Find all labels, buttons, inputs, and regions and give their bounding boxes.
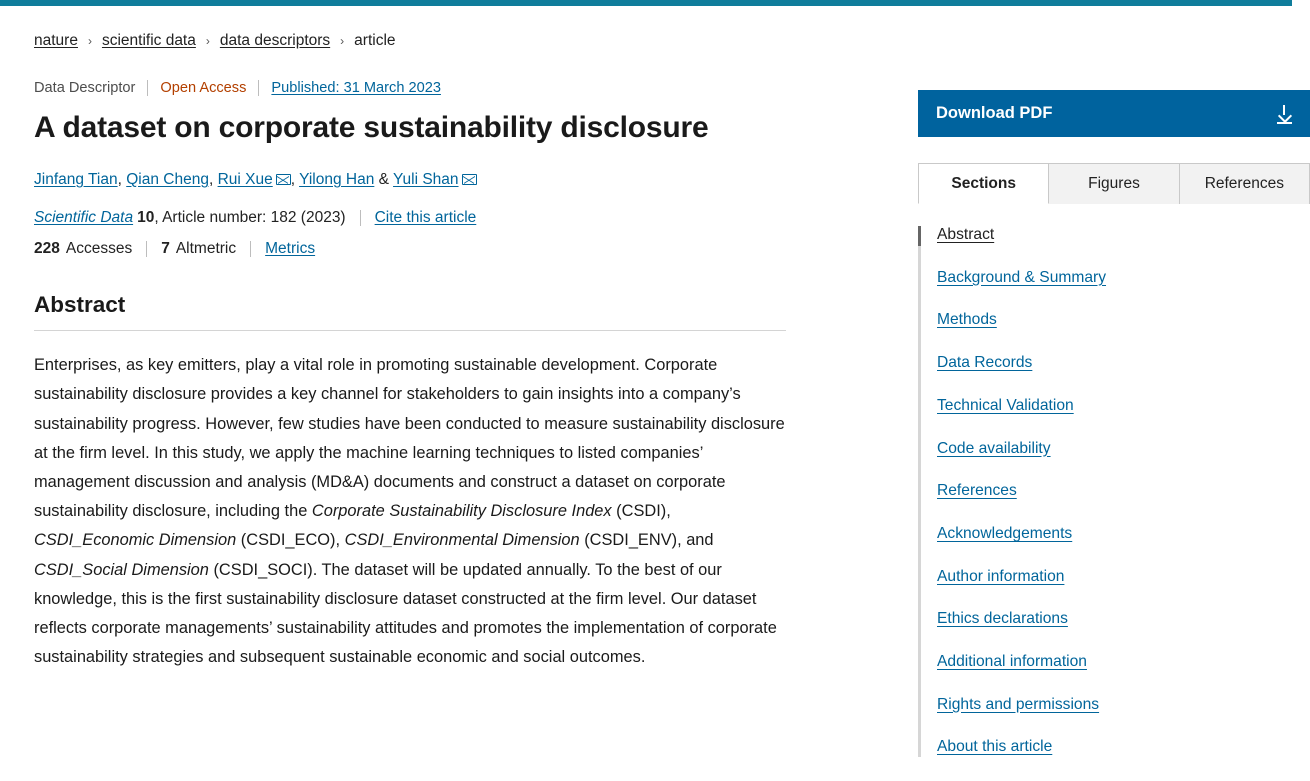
author-sep-3: , <box>290 171 296 188</box>
toc-link-abstract[interactable]: Abstract <box>937 226 995 243</box>
meta-divider <box>147 80 148 96</box>
toc-link-acknowledgements[interactable]: Acknowledgements <box>937 524 1073 542</box>
breadcrumb-item-data-descriptors[interactable]: data descriptors <box>219 32 331 49</box>
email-icon[interactable] <box>276 174 291 185</box>
toc-item-ethics-declarations[interactable] <box>937 610 1310 629</box>
toc-item-methods[interactable] <box>937 311 1310 330</box>
toc-link-technical-validation[interactable]: Technical Validation <box>937 396 1074 414</box>
cite-this-article-link[interactable]: Cite this article <box>374 209 477 227</box>
tab-references[interactable]: References <box>1180 163 1310 204</box>
article-number-text: , Article number: 182 (2023) <box>154 209 346 227</box>
toc-link-about-this-article[interactable]: About this article <box>937 738 1053 756</box>
author-sep-4: & <box>374 171 389 188</box>
table-of-contents <box>918 226 1310 757</box>
download-icon <box>1277 105 1292 122</box>
toc-link-additional-information[interactable]: Additional information <box>937 653 1087 671</box>
abstract-italic-1: Corporate Sustainability Disclosure Index <box>311 502 612 521</box>
metrics-link[interactable]: Metrics <box>265 240 316 258</box>
accesses-label: Accesses <box>65 240 133 258</box>
abstract-part-1: Enterprises, as key emitters, play a vital role in promoting sustainable development. Corporate sustainability disclosure provides a key channel for stakeholders to gain insights into a company’s sustainability progress. However, few studies have been conducted to measure sustainability disclosure at the firm level. In this study, we apply the machine learning techniques to listed companies’ management discussion and analysis (MD&A) documents and construct a dataset on corporate sustainability disclosure, including the <box>34 356 785 521</box>
abstract-italic-4: CSDI_Social Dimension <box>34 560 209 579</box>
toc-item-author-information[interactable] <box>937 568 1310 587</box>
breadcrumb-separator-icon: › <box>87 34 92 48</box>
meta-divider <box>360 210 361 226</box>
page-container <box>0 6 1292 781</box>
toc-item-acknowledgements[interactable] <box>937 525 1310 544</box>
altmetric-count: 7 <box>161 240 170 258</box>
download-pdf-label: Download PDF <box>936 104 1053 122</box>
sidebar-tabs <box>918 163 1310 204</box>
meta-divider <box>146 241 147 257</box>
author-link-2[interactable]: Qian Cheng <box>126 171 209 188</box>
breadcrumb-separator-icon: › <box>340 34 345 48</box>
email-icon[interactable] <box>462 174 477 185</box>
toc-link-data-records[interactable]: Data Records <box>937 354 1033 372</box>
article-meta-line <box>34 80 860 96</box>
published-date-link[interactable]: Published: 31 March 2023 <box>271 80 441 96</box>
toc-item-data-records[interactable] <box>937 354 1310 373</box>
toc-item-references[interactable] <box>937 482 1310 501</box>
journal-name-link[interactable]: Scientific Data <box>34 209 134 227</box>
abstract-part-4: (CSDI_ENV), and <box>579 531 714 550</box>
metrics-line <box>34 240 860 258</box>
breadcrumb-separator-icon: › <box>205 34 210 48</box>
toc-item-abstract[interactable] <box>937 226 1310 245</box>
abstract-part-3: (CSDI_ECO), <box>236 531 345 550</box>
toc-item-background-summary[interactable] <box>937 269 1310 288</box>
open-access-label: Open Access <box>160 80 247 96</box>
abstract-italic-3: CSDI_Environmental Dimension <box>344 531 580 550</box>
abstract-part-2: (CSDI), <box>611 502 671 521</box>
toc-link-rights-and-permissions[interactable]: Rights and permissions <box>937 695 1100 713</box>
breadcrumb-item-scientific-data[interactable]: scientific data <box>101 32 196 49</box>
author-link-3[interactable]: Rui Xue <box>217 171 273 188</box>
author-link-4[interactable]: Yilong Han <box>299 171 375 188</box>
toc-item-additional-information[interactable] <box>937 653 1310 672</box>
toc-link-ethics-declarations[interactable]: Ethics declarations <box>937 610 1068 628</box>
toc-item-about-this-article[interactable] <box>937 738 1310 757</box>
page-title: A dataset on corporate sustainability disclosure <box>34 111 709 144</box>
abstract-part-5: (CSDI_SOCI). The dataset will be updated annually. To the best of our knowledge, this is the first sustainability disclosure dataset constructed at the firm level. Our dataset reflects corporate managements’ sustainability attitudes and promotes the implementation of corporate sustainability strategies and subsequent sustainable economic and social outcomes. <box>34 560 777 667</box>
tab-sections[interactable]: Sections <box>918 163 1049 204</box>
breadcrumb-item-article: article <box>354 32 396 49</box>
toc-link-background-summary[interactable]: Background & Summary <box>937 268 1107 286</box>
abstract-heading: Abstract <box>34 292 126 318</box>
article-main-column <box>0 6 860 781</box>
article-type-label: Data Descriptor <box>34 80 136 96</box>
meta-divider <box>250 241 251 257</box>
toc-item-rights-and-permissions[interactable] <box>937 696 1310 715</box>
abstract-text <box>34 351 786 672</box>
download-pdf-button[interactable] <box>918 90 1310 137</box>
breadcrumb <box>34 32 860 50</box>
abstract-divider <box>34 330 786 331</box>
tab-figures[interactable]: Figures <box>1049 163 1179 204</box>
toc-link-code-availability[interactable]: Code availability <box>937 439 1051 457</box>
author-sep-2: , <box>208 171 214 188</box>
journal-volume: 10 <box>137 209 155 227</box>
author-link-5[interactable]: Yuli Shan <box>393 171 459 188</box>
toc-link-author-information[interactable]: Author information <box>937 567 1065 585</box>
toc-item-technical-validation[interactable] <box>937 397 1310 416</box>
toc-link-references[interactable]: References <box>937 482 1017 500</box>
author-list <box>34 168 860 191</box>
toc-link-methods[interactable]: Methods <box>937 311 997 329</box>
abstract-italic-2: CSDI_Economic Dimension <box>34 531 237 550</box>
meta-divider <box>258 80 259 96</box>
altmetric-label: Altmetric <box>175 240 237 258</box>
author-sep-1: , <box>117 171 122 188</box>
accesses-count: 228 <box>34 240 60 258</box>
journal-citation-line <box>34 209 860 227</box>
author-link-1[interactable]: Jinfang Tian <box>34 171 118 188</box>
toc-item-code-availability[interactable] <box>937 440 1310 459</box>
article-sidebar <box>860 6 1292 781</box>
breadcrumb-item-nature[interactable]: nature <box>34 32 78 49</box>
